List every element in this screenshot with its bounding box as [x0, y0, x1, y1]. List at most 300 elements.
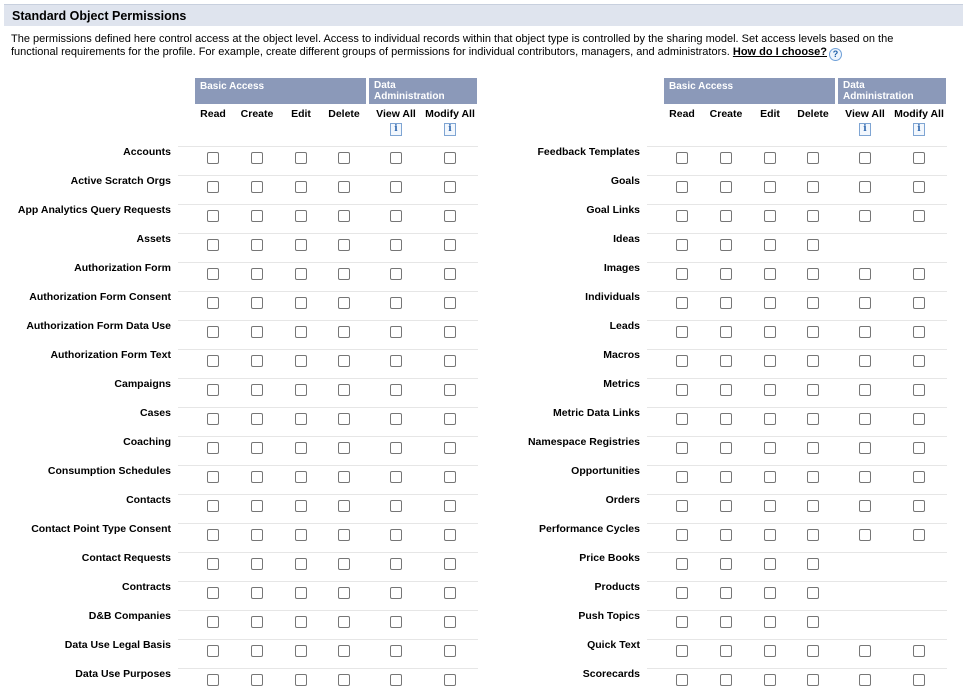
checkbox-delete[interactable] — [807, 268, 819, 280]
left-basic-access-header: Basic Access — [195, 78, 366, 104]
checkbox-create[interactable] — [251, 674, 263, 686]
checkbox-read[interactable] — [676, 239, 688, 251]
checkbox-create[interactable] — [720, 152, 732, 164]
checkbox-read[interactable] — [207, 384, 219, 396]
checkbox-read[interactable] — [207, 210, 219, 222]
left-data-administration-header — [369, 78, 477, 104]
right-view-all-info-icon[interactable]: i — [859, 123, 871, 136]
checkbox-modify-all[interactable] — [444, 355, 456, 367]
checkbox-edit[interactable] — [764, 674, 776, 686]
row-divider — [647, 639, 947, 640]
checkbox-create[interactable] — [251, 297, 263, 309]
checkbox-view-all[interactable] — [859, 297, 871, 309]
checkbox-create[interactable] — [720, 442, 732, 454]
checkbox-edit[interactable] — [295, 645, 307, 657]
checkbox-edit[interactable] — [764, 529, 776, 541]
object-label: Campaigns — [114, 378, 171, 390]
checkbox-create[interactable] — [720, 268, 732, 280]
checkbox-view-all[interactable] — [859, 210, 871, 222]
checkbox-delete[interactable] — [807, 616, 819, 628]
checkbox-modify-all[interactable] — [444, 645, 456, 657]
checkbox-view-all[interactable] — [859, 181, 871, 193]
checkbox-read[interactable] — [207, 355, 219, 367]
checkbox-read[interactable] — [676, 645, 688, 657]
checkbox-modify-all[interactable] — [444, 413, 456, 425]
checkbox-create[interactable] — [720, 210, 732, 222]
checkbox-read[interactable] — [676, 355, 688, 367]
object-label: Goals — [610, 175, 640, 187]
checkbox-create[interactable] — [251, 210, 263, 222]
object-label: Performance Cycles — [539, 523, 640, 535]
checkbox-delete[interactable] — [338, 471, 350, 483]
checkbox-edit[interactable] — [764, 210, 776, 222]
object-label: Products — [594, 581, 640, 593]
row-divider — [178, 349, 478, 350]
checkbox-delete[interactable] — [807, 500, 819, 512]
checkbox-modify-all[interactable] — [444, 239, 456, 251]
row-divider — [178, 175, 478, 176]
checkbox-edit[interactable] — [764, 616, 776, 628]
row-divider — [178, 320, 478, 321]
checkbox-delete[interactable] — [807, 587, 819, 599]
checkbox-view-all[interactable] — [390, 616, 402, 628]
checkbox-view-all[interactable] — [859, 152, 871, 164]
right-col-header-delete: Delete — [797, 108, 829, 120]
left-col-header-delete: Delete — [328, 108, 360, 120]
object-label: Orders — [605, 494, 640, 506]
checkbox-view-all[interactable] — [390, 500, 402, 512]
row-divider — [178, 668, 478, 669]
checkbox-edit[interactable] — [764, 500, 776, 512]
row-divider — [178, 407, 478, 408]
checkbox-read[interactable] — [676, 268, 688, 280]
checkbox-view-all[interactable] — [390, 442, 402, 454]
checkbox-modify-all[interactable] — [444, 326, 456, 338]
checkbox-delete[interactable] — [807, 326, 819, 338]
checkbox-view-all[interactable] — [859, 674, 871, 686]
row-divider — [647, 204, 947, 205]
checkbox-read[interactable] — [207, 558, 219, 570]
checkbox-view-all[interactable] — [859, 326, 871, 338]
checkbox-edit[interactable] — [295, 239, 307, 251]
checkbox-delete[interactable] — [807, 529, 819, 541]
checkbox-modify-all[interactable] — [444, 558, 456, 570]
checkbox-edit[interactable] — [295, 355, 307, 367]
checkbox-modify-all[interactable] — [444, 210, 456, 222]
left-col-header-view-all: View All — [376, 108, 416, 120]
checkbox-modify-all[interactable] — [913, 500, 925, 512]
checkbox-modify-all[interactable] — [444, 471, 456, 483]
checkbox-create[interactable] — [251, 268, 263, 280]
checkbox-read[interactable] — [207, 529, 219, 541]
checkbox-modify-all[interactable] — [444, 268, 456, 280]
checkbox-edit[interactable] — [295, 210, 307, 222]
checkbox-create[interactable] — [720, 529, 732, 541]
data-admin-line1: Data — [843, 80, 865, 91]
object-label: Macros — [603, 349, 640, 361]
checkbox-modify-all[interactable] — [444, 442, 456, 454]
left-col-header-modify-all: Modify All — [425, 108, 475, 120]
checkbox-create[interactable] — [720, 471, 732, 483]
checkbox-view-all[interactable] — [390, 413, 402, 425]
checkbox-delete[interactable] — [807, 384, 819, 396]
row-divider — [647, 494, 947, 495]
checkbox-create[interactable] — [251, 645, 263, 657]
row-divider — [647, 523, 947, 524]
data-admin-line2: Administration — [843, 91, 914, 102]
checkbox-modify-all[interactable] — [444, 297, 456, 309]
checkbox-modify-all[interactable] — [913, 355, 925, 367]
checkbox-delete[interactable] — [338, 442, 350, 454]
checkbox-read[interactable] — [676, 326, 688, 338]
checkbox-read[interactable] — [207, 239, 219, 251]
checkbox-create[interactable] — [251, 181, 263, 193]
checkbox-read[interactable] — [676, 587, 688, 599]
checkbox-delete[interactable] — [807, 442, 819, 454]
checkbox-read[interactable] — [676, 674, 688, 686]
checkbox-create[interactable] — [720, 645, 732, 657]
checkbox-create[interactable] — [720, 297, 732, 309]
row-divider — [178, 639, 478, 640]
checkbox-edit[interactable] — [764, 239, 776, 251]
checkbox-edit[interactable] — [295, 500, 307, 512]
checkbox-read[interactable] — [207, 181, 219, 193]
row-divider — [178, 610, 478, 611]
checkbox-modify-all[interactable] — [444, 674, 456, 686]
checkbox-view-all[interactable] — [390, 471, 402, 483]
checkbox-delete[interactable] — [807, 355, 819, 367]
checkbox-delete[interactable] — [338, 674, 350, 686]
row-divider — [178, 233, 478, 234]
checkbox-edit[interactable] — [295, 413, 307, 425]
checkbox-edit[interactable] — [764, 645, 776, 657]
checkbox-edit[interactable] — [764, 587, 776, 599]
object-label: Contracts — [121, 581, 171, 593]
checkbox-edit[interactable] — [295, 587, 307, 599]
checkbox-view-all[interactable] — [390, 326, 402, 338]
checkbox-view-all[interactable] — [390, 268, 402, 280]
object-label: Cases — [140, 407, 171, 419]
checkbox-edit[interactable] — [764, 413, 776, 425]
left-col-header-create: Create — [240, 108, 274, 120]
checkbox-view-all[interactable] — [390, 384, 402, 396]
checkbox-view-all[interactable] — [390, 239, 402, 251]
checkbox-edit[interactable] — [764, 181, 776, 193]
checkbox-view-all[interactable] — [390, 587, 402, 599]
checkbox-delete[interactable] — [807, 181, 819, 193]
checkbox-create[interactable] — [251, 471, 263, 483]
checkbox-view-all[interactable] — [390, 645, 402, 657]
checkbox-view-all[interactable] — [390, 297, 402, 309]
checkbox-view-all[interactable] — [390, 355, 402, 367]
checkbox-modify-all[interactable] — [444, 384, 456, 396]
checkbox-read[interactable] — [676, 616, 688, 628]
checkbox-edit[interactable] — [295, 442, 307, 454]
checkbox-read[interactable] — [207, 616, 219, 628]
checkbox-create[interactable] — [720, 587, 732, 599]
checkbox-modify-all[interactable] — [444, 616, 456, 628]
checkbox-delete[interactable] — [338, 500, 350, 512]
checkbox-read[interactable] — [676, 210, 688, 222]
checkbox-create[interactable] — [251, 442, 263, 454]
right-basic-access-header: Basic Access — [664, 78, 835, 104]
checkbox-edit[interactable] — [295, 616, 307, 628]
row-divider — [647, 349, 947, 350]
row-divider — [647, 291, 947, 292]
section-description — [11, 33, 941, 61]
checkbox-edit[interactable] — [764, 152, 776, 164]
help-icon[interactable]: ? — [829, 48, 842, 61]
checkbox-delete[interactable] — [338, 616, 350, 628]
row-divider — [178, 204, 478, 205]
checkbox-create[interactable] — [251, 384, 263, 396]
row-divider — [178, 436, 478, 437]
object-label: Feedback Templates — [537, 146, 640, 158]
row-divider — [178, 291, 478, 292]
checkbox-view-all[interactable] — [859, 471, 871, 483]
checkbox-edit[interactable] — [295, 471, 307, 483]
checkbox-edit[interactable] — [764, 384, 776, 396]
object-label: Accounts — [123, 146, 171, 158]
checkbox-read[interactable] — [207, 326, 219, 338]
object-label: Metric Data Links — [553, 407, 640, 419]
checkbox-delete[interactable] — [338, 152, 350, 164]
row-divider — [178, 523, 478, 524]
object-label: Authorization Form Text — [50, 349, 171, 361]
checkbox-create[interactable] — [251, 413, 263, 425]
checkbox-modify-all[interactable] — [913, 152, 925, 164]
checkbox-modify-all[interactable] — [444, 587, 456, 599]
checkbox-create[interactable] — [251, 326, 263, 338]
checkbox-edit[interactable] — [295, 529, 307, 541]
checkbox-delete[interactable] — [807, 413, 819, 425]
row-divider — [647, 436, 947, 437]
checkbox-delete[interactable] — [807, 297, 819, 309]
checkbox-read[interactable] — [676, 558, 688, 570]
checkbox-edit[interactable] — [295, 674, 307, 686]
checkbox-read[interactable] — [676, 442, 688, 454]
checkbox-delete[interactable] — [338, 384, 350, 396]
checkbox-read[interactable] — [676, 500, 688, 512]
checkbox-delete[interactable] — [338, 239, 350, 251]
checkbox-read[interactable] — [207, 413, 219, 425]
checkbox-create[interactable] — [251, 529, 263, 541]
checkbox-view-all[interactable] — [390, 674, 402, 686]
checkbox-delete[interactable] — [338, 268, 350, 280]
checkbox-modify-all[interactable] — [913, 645, 925, 657]
checkbox-view-all[interactable] — [859, 645, 871, 657]
checkbox-read[interactable] — [207, 500, 219, 512]
data-admin-line2: Administration — [374, 91, 445, 102]
checkbox-view-all[interactable] — [390, 181, 402, 193]
checkbox-create[interactable] — [720, 384, 732, 396]
checkbox-view-all[interactable] — [390, 558, 402, 570]
checkbox-create[interactable] — [720, 413, 732, 425]
checkbox-create[interactable] — [720, 355, 732, 367]
object-label: Images — [603, 262, 640, 274]
left-view-all-info-icon[interactable]: i — [390, 123, 402, 136]
row-divider — [647, 407, 947, 408]
how-do-i-choose-link[interactable]: How do I choose? — [732, 46, 828, 58]
checkbox-create[interactable] — [720, 239, 732, 251]
checkbox-create[interactable] — [251, 152, 263, 164]
row-divider — [178, 262, 478, 263]
checkbox-create[interactable] — [720, 181, 732, 193]
checkbox-read[interactable] — [207, 442, 219, 454]
checkbox-create[interactable] — [251, 355, 263, 367]
checkbox-read[interactable] — [676, 471, 688, 483]
checkbox-create[interactable] — [720, 326, 732, 338]
object-label: Goal Links — [586, 204, 640, 216]
checkbox-view-all[interactable] — [859, 529, 871, 541]
checkbox-delete[interactable] — [338, 529, 350, 541]
row-divider — [647, 320, 947, 321]
checkbox-read[interactable] — [676, 297, 688, 309]
checkbox-modify-all[interactable] — [913, 413, 925, 425]
checkbox-delete[interactable] — [338, 645, 350, 657]
checkbox-view-all[interactable] — [390, 210, 402, 222]
checkbox-edit[interactable] — [764, 355, 776, 367]
object-label: Push Topics — [578, 610, 640, 622]
checkbox-edit[interactable] — [295, 384, 307, 396]
checkbox-delete[interactable] — [338, 326, 350, 338]
checkbox-create[interactable] — [720, 616, 732, 628]
checkbox-edit[interactable] — [295, 326, 307, 338]
checkbox-create[interactable] — [720, 500, 732, 512]
checkbox-edit[interactable] — [295, 181, 307, 193]
checkbox-modify-all[interactable] — [913, 442, 925, 454]
object-label: Authorization Form — [74, 262, 171, 274]
checkbox-modify-all[interactable] — [913, 384, 925, 396]
checkbox-view-all[interactable] — [859, 384, 871, 396]
checkbox-create[interactable] — [720, 558, 732, 570]
checkbox-edit[interactable] — [764, 326, 776, 338]
checkbox-modify-all[interactable] — [913, 529, 925, 541]
checkbox-read[interactable] — [676, 181, 688, 193]
checkbox-view-all[interactable] — [390, 529, 402, 541]
checkbox-modify-all[interactable] — [913, 181, 925, 193]
checkbox-read[interactable] — [676, 413, 688, 425]
left-modify-all-info-icon[interactable]: i — [444, 123, 456, 136]
checkbox-view-all[interactable] — [859, 500, 871, 512]
right-col-header-read: Read — [669, 108, 695, 120]
checkbox-modify-all[interactable] — [444, 152, 456, 164]
checkbox-create[interactable] — [251, 239, 263, 251]
checkbox-create[interactable] — [251, 558, 263, 570]
object-label: Assets — [136, 233, 171, 245]
checkbox-edit[interactable] — [764, 558, 776, 570]
checkbox-delete[interactable] — [338, 355, 350, 367]
checkbox-delete[interactable] — [338, 558, 350, 570]
checkbox-modify-all[interactable] — [444, 529, 456, 541]
checkbox-modify-all[interactable] — [913, 326, 925, 338]
checkbox-read[interactable] — [207, 297, 219, 309]
checkbox-delete[interactable] — [807, 152, 819, 164]
checkbox-delete[interactable] — [807, 471, 819, 483]
checkbox-modify-all[interactable] — [913, 268, 925, 280]
checkbox-edit[interactable] — [764, 442, 776, 454]
checkbox-delete[interactable] — [807, 239, 819, 251]
row-divider — [647, 581, 947, 582]
checkbox-edit[interactable] — [295, 152, 307, 164]
right-col-header-edit: Edit — [760, 108, 780, 120]
checkbox-view-all[interactable] — [859, 355, 871, 367]
object-label: App Analytics Query Requests — [17, 204, 171, 216]
row-divider — [178, 378, 478, 379]
object-label: Individuals — [585, 291, 640, 303]
checkbox-read[interactable] — [676, 384, 688, 396]
checkbox-delete[interactable] — [338, 413, 350, 425]
right-col-header-view-all: View All — [845, 108, 885, 120]
checkbox-read[interactable] — [676, 152, 688, 164]
row-divider — [647, 668, 947, 669]
checkbox-edit[interactable] — [764, 471, 776, 483]
checkbox-create[interactable] — [251, 616, 263, 628]
checkbox-view-all[interactable] — [859, 413, 871, 425]
checkbox-read[interactable] — [207, 645, 219, 657]
object-label: Namespace Registries — [527, 436, 640, 448]
checkbox-modify-all[interactable] — [913, 210, 925, 222]
checkbox-edit[interactable] — [295, 297, 307, 309]
checkbox-create[interactable] — [720, 674, 732, 686]
checkbox-modify-all[interactable] — [444, 500, 456, 512]
checkbox-edit[interactable] — [295, 558, 307, 570]
checkbox-modify-all[interactable] — [913, 674, 925, 686]
row-divider — [647, 552, 947, 553]
checkbox-modify-all[interactable] — [444, 181, 456, 193]
checkbox-delete[interactable] — [338, 181, 350, 193]
checkbox-read[interactable] — [207, 674, 219, 686]
row-divider — [647, 465, 947, 466]
object-label: Quick Text — [587, 639, 640, 651]
checkbox-read[interactable] — [207, 152, 219, 164]
checkbox-delete[interactable] — [807, 558, 819, 570]
right-col-header-create: Create — [709, 108, 743, 120]
object-label: Leads — [609, 320, 640, 332]
data-admin-line1: Data — [374, 80, 396, 91]
checkbox-edit[interactable] — [295, 268, 307, 280]
checkbox-read[interactable] — [207, 471, 219, 483]
checkbox-edit[interactable] — [764, 297, 776, 309]
row-divider — [647, 175, 947, 176]
checkbox-create[interactable] — [251, 587, 263, 599]
checkbox-delete[interactable] — [338, 297, 350, 309]
checkbox-view-all[interactable] — [859, 442, 871, 454]
checkbox-edit[interactable] — [764, 268, 776, 280]
checkbox-delete[interactable] — [338, 210, 350, 222]
row-divider — [647, 378, 947, 379]
row-divider — [178, 465, 478, 466]
checkbox-create[interactable] — [251, 500, 263, 512]
checkbox-delete[interactable] — [807, 210, 819, 222]
checkbox-read[interactable] — [207, 587, 219, 599]
checkbox-read[interactable] — [207, 268, 219, 280]
row-divider — [178, 552, 478, 553]
checkbox-delete[interactable] — [807, 674, 819, 686]
object-label: Authorization Form Data Use — [26, 320, 171, 332]
right-modify-all-info-icon[interactable]: i — [913, 123, 925, 136]
checkbox-read[interactable] — [676, 529, 688, 541]
right-col-header-modify-all: Modify All — [894, 108, 944, 120]
object-label: Scorecards — [582, 668, 640, 680]
checkbox-modify-all[interactable] — [913, 297, 925, 309]
checkbox-modify-all[interactable] — [913, 471, 925, 483]
checkbox-view-all[interactable] — [390, 152, 402, 164]
checkbox-delete[interactable] — [807, 645, 819, 657]
row-divider — [178, 146, 478, 147]
checkbox-delete[interactable] — [338, 587, 350, 599]
checkbox-view-all[interactable] — [859, 268, 871, 280]
